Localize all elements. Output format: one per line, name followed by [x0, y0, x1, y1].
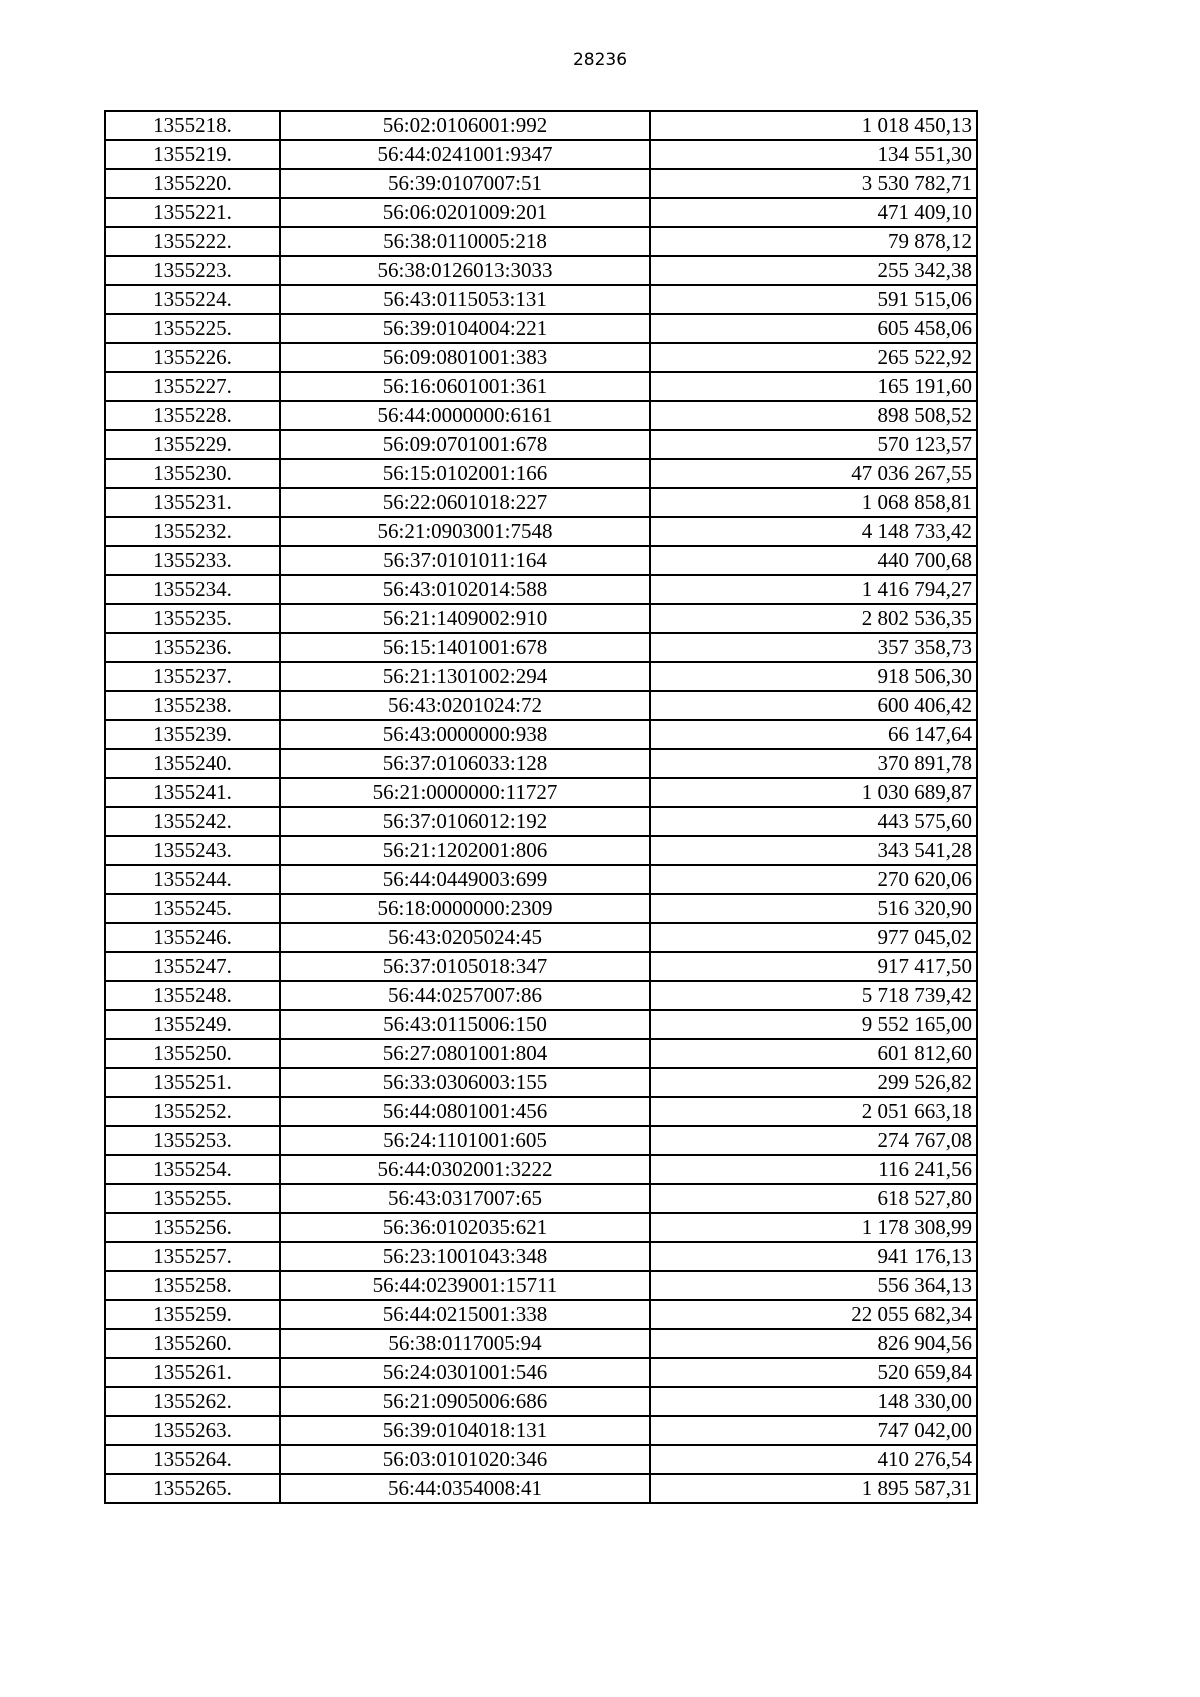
table-row	[105, 111, 977, 140]
table-row	[105, 140, 977, 169]
row-number-cell: 1355236.	[105, 633, 280, 662]
cadastral-number-cell: 56:36:0102035:621	[280, 1213, 650, 1242]
row-number-cell: 1355226.	[105, 343, 280, 372]
table-row	[105, 285, 977, 314]
cadastral-value-cell: 370 891,78	[650, 749, 977, 778]
table-row	[105, 1242, 977, 1271]
cadastral-value-cell: 79 878,12	[650, 227, 977, 256]
cadastral-number-cell: 56:44:0449003:699	[280, 865, 650, 894]
cadastral-number-cell: 56:15:1401001:678	[280, 633, 650, 662]
cadastral-value-cell: 1 068 858,81	[650, 488, 977, 517]
table-row	[105, 1039, 977, 1068]
cadastral-number-cell: 56:21:0903001:7548	[280, 517, 650, 546]
row-number-cell: 1355218.	[105, 111, 280, 140]
table-row	[105, 778, 977, 807]
cadastral-value-cell: 1 895 587,31	[650, 1474, 977, 1503]
cadastral-number-cell: 56:44:0257007:86	[280, 981, 650, 1010]
cadastral-number-cell: 56:43:0000000:938	[280, 720, 650, 749]
cadastral-value-cell: 165 191,60	[650, 372, 977, 401]
cadastral-number-cell: 56:43:0102014:588	[280, 575, 650, 604]
table-row	[105, 1213, 977, 1242]
cadastral-value-cell: 22 055 682,34	[650, 1300, 977, 1329]
table-row	[105, 169, 977, 198]
table-row	[105, 952, 977, 981]
cadastral-number-cell: 56:21:1409002:910	[280, 604, 650, 633]
table-row	[105, 1416, 977, 1445]
cadastral-value-cell: 941 176,13	[650, 1242, 977, 1271]
cadastral-value-cell: 9 552 165,00	[650, 1010, 977, 1039]
cadastral-number-cell: 56:43:0115053:131	[280, 285, 650, 314]
table-row	[105, 1155, 977, 1184]
cadastral-value-cell: 520 659,84	[650, 1358, 977, 1387]
cadastral-number-cell: 56:24:0301001:546	[280, 1358, 650, 1387]
row-number-cell: 1355258.	[105, 1271, 280, 1300]
row-number-cell: 1355262.	[105, 1387, 280, 1416]
cadastral-value-cell: 265 522,92	[650, 343, 977, 372]
cadastral-value-cell: 556 364,13	[650, 1271, 977, 1300]
table-row	[105, 836, 977, 865]
cadastral-number-cell: 56:24:1101001:605	[280, 1126, 650, 1155]
cadastral-number-cell: 56:15:0102001:166	[280, 459, 650, 488]
table-row	[105, 604, 977, 633]
cadastral-value-cell: 570 123,57	[650, 430, 977, 459]
cadastral-number-cell: 56:37:0105018:347	[280, 952, 650, 981]
row-number-cell: 1355222.	[105, 227, 280, 256]
row-number-cell: 1355241.	[105, 778, 280, 807]
cadastral-number-cell: 56:33:0306003:155	[280, 1068, 650, 1097]
cadastral-number-cell: 56:21:0000000:11727	[280, 778, 650, 807]
cadastral-value-cell: 1 416 794,27	[650, 575, 977, 604]
cadastral-number-cell: 56:21:1301002:294	[280, 662, 650, 691]
table-row	[105, 1271, 977, 1300]
cadastral-value-cell: 66 147,64	[650, 720, 977, 749]
cadastral-value-cell: 3 530 782,71	[650, 169, 977, 198]
table-row	[105, 981, 977, 1010]
cadastral-number-cell: 56:06:0201009:201	[280, 198, 650, 227]
cadastral-number-cell: 56:38:0117005:94	[280, 1329, 650, 1358]
table-row	[105, 488, 977, 517]
cadastral-number-cell: 56:09:0801001:383	[280, 343, 650, 372]
table-row	[105, 372, 977, 401]
cadastral-value-cell: 591 515,06	[650, 285, 977, 314]
table-row	[105, 1445, 977, 1474]
row-number-cell: 1355227.	[105, 372, 280, 401]
row-number-cell: 1355265.	[105, 1474, 280, 1503]
cadastral-number-cell: 56:02:0106001:992	[280, 111, 650, 140]
row-number-cell: 1355254.	[105, 1155, 280, 1184]
table-row	[105, 1474, 977, 1503]
cadastral-number-cell: 56:21:1202001:806	[280, 836, 650, 865]
row-number-cell: 1355240.	[105, 749, 280, 778]
row-number-cell: 1355249.	[105, 1010, 280, 1039]
row-number-cell: 1355235.	[105, 604, 280, 633]
cadastral-number-cell: 56:44:0801001:456	[280, 1097, 650, 1126]
table-row	[105, 256, 977, 285]
table-row	[105, 691, 977, 720]
row-number-cell: 1355245.	[105, 894, 280, 923]
row-number-cell: 1355246.	[105, 923, 280, 952]
table-row	[105, 401, 977, 430]
cadastral-value-cell: 918 506,30	[650, 662, 977, 691]
row-number-cell: 1355223.	[105, 256, 280, 285]
cadastral-number-cell: 56:43:0205024:45	[280, 923, 650, 952]
row-number-cell: 1355221.	[105, 198, 280, 227]
cadastral-value-cell: 1 178 308,99	[650, 1213, 977, 1242]
row-number-cell: 1355264.	[105, 1445, 280, 1474]
cadastral-value-cell: 134 551,30	[650, 140, 977, 169]
table-row	[105, 1358, 977, 1387]
table-row	[105, 517, 977, 546]
row-number-cell: 1355224.	[105, 285, 280, 314]
cadastral-value-cell: 274 767,08	[650, 1126, 977, 1155]
row-number-cell: 1355256.	[105, 1213, 280, 1242]
row-number-cell: 1355247.	[105, 952, 280, 981]
row-number-cell: 1355259.	[105, 1300, 280, 1329]
cadastral-number-cell: 56:39:0104018:131	[280, 1416, 650, 1445]
table-row	[105, 1329, 977, 1358]
cadastral-value-cell: 977 045,02	[650, 923, 977, 952]
cadastral-number-cell: 56:38:0110005:218	[280, 227, 650, 256]
cadastral-number-cell: 56:44:0302001:3222	[280, 1155, 650, 1184]
table-row	[105, 1126, 977, 1155]
row-number-cell: 1355234.	[105, 575, 280, 604]
cadastral-number-cell: 56:39:0104004:221	[280, 314, 650, 343]
row-number-cell: 1355231.	[105, 488, 280, 517]
cadastral-value-cell: 5 718 739,42	[650, 981, 977, 1010]
row-number-cell: 1355250.	[105, 1039, 280, 1068]
cadastral-value-cell: 747 042,00	[650, 1416, 977, 1445]
cadastral-value-cell: 47 036 267,55	[650, 459, 977, 488]
cadastral-value-cell: 516 320,90	[650, 894, 977, 923]
cadastral-number-cell: 56:37:0106033:128	[280, 749, 650, 778]
table-row	[105, 865, 977, 894]
cadastral-number-cell: 56:44:0000000:6161	[280, 401, 650, 430]
cadastral-value-cell: 2 051 663,18	[650, 1097, 977, 1126]
row-number-cell: 1355255.	[105, 1184, 280, 1213]
row-number-cell: 1355229.	[105, 430, 280, 459]
row-number-cell: 1355252.	[105, 1097, 280, 1126]
table-row	[105, 198, 977, 227]
cadastral-number-cell: 56:09:0701001:678	[280, 430, 650, 459]
cadastral-value-cell: 1 018 450,13	[650, 111, 977, 140]
row-number-cell: 1355232.	[105, 517, 280, 546]
table-row	[105, 314, 977, 343]
cadastral-number-cell: 56:16:0601001:361	[280, 372, 650, 401]
cadastral-value-cell: 299 526,82	[650, 1068, 977, 1097]
cadastral-value-cell: 357 358,73	[650, 633, 977, 662]
cadastral-number-cell: 56:43:0201024:72	[280, 691, 650, 720]
cadastral-value-cell: 917 417,50	[650, 952, 977, 981]
cadastral-value-cell: 148 330,00	[650, 1387, 977, 1416]
cadastral-value-cell: 826 904,56	[650, 1329, 977, 1358]
cadastral-value-cell: 440 700,68	[650, 546, 977, 575]
row-number-cell: 1355242.	[105, 807, 280, 836]
row-number-cell: 1355257.	[105, 1242, 280, 1271]
row-number-cell: 1355239.	[105, 720, 280, 749]
cadastral-number-cell: 56:43:0317007:65	[280, 1184, 650, 1213]
row-number-cell: 1355238.	[105, 691, 280, 720]
table-row	[105, 749, 977, 778]
cadastral-value-cell: 2 802 536,35	[650, 604, 977, 633]
cadastral-value-cell: 410 276,54	[650, 1445, 977, 1474]
cadastral-number-cell: 56:23:1001043:348	[280, 1242, 650, 1271]
cadastral-value-cell: 601 812,60	[650, 1039, 977, 1068]
page-number: 28236	[572, 50, 628, 70]
cadastral-value-cell: 600 406,42	[650, 691, 977, 720]
table-row	[105, 1010, 977, 1039]
cadastral-number-cell: 56:03:0101020:346	[280, 1445, 650, 1474]
cadastral-value-cell: 605 458,06	[650, 314, 977, 343]
table-row	[105, 633, 977, 662]
table-row	[105, 1387, 977, 1416]
row-number-cell: 1355228.	[105, 401, 280, 430]
cadastral-value-cell: 471 409,10	[650, 198, 977, 227]
cadastral-value-cell: 618 527,80	[650, 1184, 977, 1213]
cadastral-value-cell: 270 620,06	[650, 865, 977, 894]
table-row	[105, 1300, 977, 1329]
row-number-cell: 1355261.	[105, 1358, 280, 1387]
cadastral-value-cell: 116 241,56	[650, 1155, 977, 1184]
table-row	[105, 720, 977, 749]
cadastral-number-cell: 56:44:0241001:9347	[280, 140, 650, 169]
table-row	[105, 343, 977, 372]
row-number-cell: 1355248.	[105, 981, 280, 1010]
table-row	[105, 894, 977, 923]
row-number-cell: 1355243.	[105, 836, 280, 865]
row-number-cell: 1355219.	[105, 140, 280, 169]
cadastral-number-cell: 56:44:0239001:15711	[280, 1271, 650, 1300]
row-number-cell: 1355230.	[105, 459, 280, 488]
table-row	[105, 430, 977, 459]
table-row	[105, 1097, 977, 1126]
cadastral-number-cell: 56:43:0115006:150	[280, 1010, 650, 1039]
cadastral-value-cell: 443 575,60	[650, 807, 977, 836]
table-row	[105, 575, 977, 604]
table-row	[105, 546, 977, 575]
cadastral-number-cell: 56:22:0601018:227	[280, 488, 650, 517]
cadastral-value-cell: 898 508,52	[650, 401, 977, 430]
row-number-cell: 1355253.	[105, 1126, 280, 1155]
row-number-cell: 1355244.	[105, 865, 280, 894]
row-number-cell: 1355260.	[105, 1329, 280, 1358]
row-number-cell: 1355233.	[105, 546, 280, 575]
table-row	[105, 1068, 977, 1097]
cadastral-number-cell: 56:39:0107007:51	[280, 169, 650, 198]
cadastral-number-cell: 56:27:0801001:804	[280, 1039, 650, 1068]
table-row	[105, 227, 977, 256]
table-row	[105, 662, 977, 691]
cadastral-number-cell: 56:21:0905006:686	[280, 1387, 650, 1416]
cadastral-number-cell: 56:38:0126013:3033	[280, 256, 650, 285]
row-number-cell: 1355237.	[105, 662, 280, 691]
cadastral-value-cell: 4 148 733,42	[650, 517, 977, 546]
cadastral-value-cell: 1 030 689,87	[650, 778, 977, 807]
cadastral-number-cell: 56:37:0106012:192	[280, 807, 650, 836]
row-number-cell: 1355225.	[105, 314, 280, 343]
row-number-cell: 1355251.	[105, 1068, 280, 1097]
table-row	[105, 923, 977, 952]
cadastral-value-cell: 255 342,38	[650, 256, 977, 285]
table-row	[105, 1184, 977, 1213]
row-number-cell: 1355263.	[105, 1416, 280, 1445]
cadastral-value-table	[104, 110, 978, 1504]
table-row	[105, 807, 977, 836]
cadastral-number-cell: 56:37:0101011:164	[280, 546, 650, 575]
row-number-cell: 1355220.	[105, 169, 280, 198]
cadastral-number-cell: 56:44:0215001:338	[280, 1300, 650, 1329]
cadastral-value-cell: 343 541,28	[650, 836, 977, 865]
cadastral-number-cell: 56:44:0354008:41	[280, 1474, 650, 1503]
cadastral-number-cell: 56:18:0000000:2309	[280, 894, 650, 923]
table-body	[105, 111, 977, 1503]
table-row	[105, 459, 977, 488]
